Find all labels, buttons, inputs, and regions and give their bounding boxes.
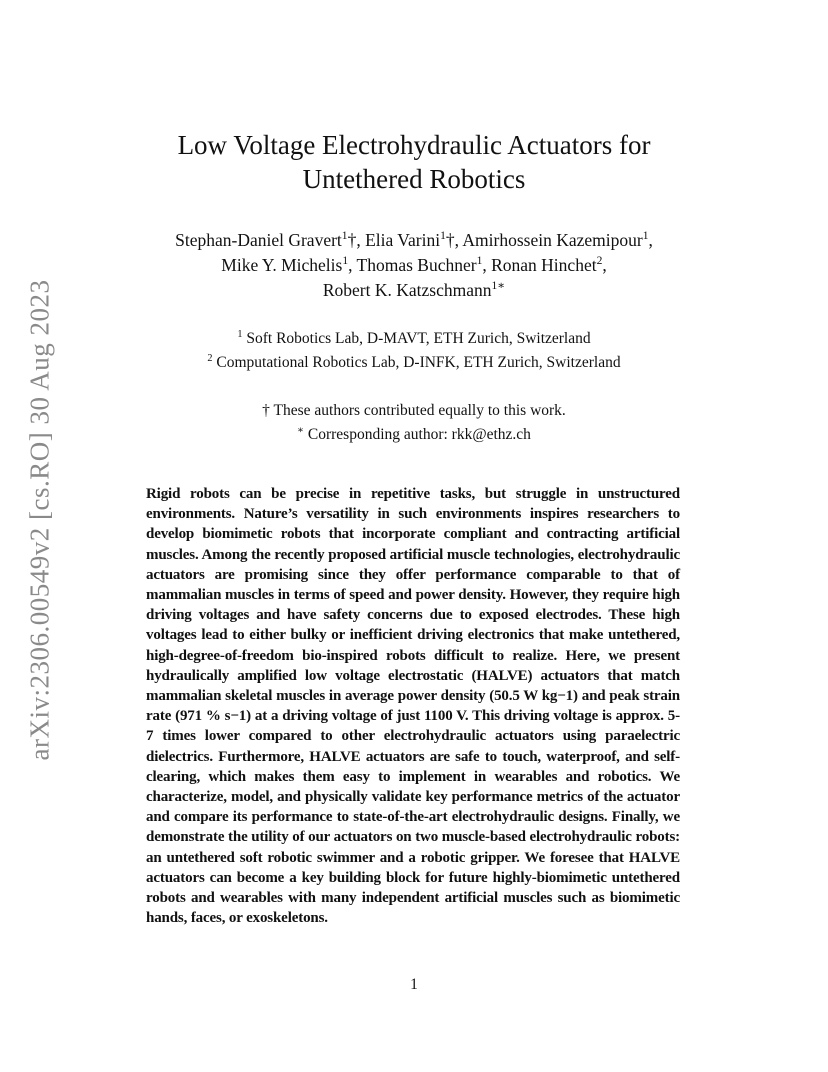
page-number: 1 (410, 976, 418, 993)
equal-contribution-note: † These authors contributed equally to this work. (262, 402, 566, 419)
affiliations (0, 327, 828, 375)
author-name: Ronan Hinchet (491, 255, 597, 275)
affiliation-mark: 1∗ (491, 280, 506, 293)
affiliation-mark: 1 (476, 255, 483, 268)
title-line-1: Low Voltage Electrohydraulic Actuators for (177, 130, 651, 160)
affiliation-mark: 1 (237, 328, 243, 340)
author-name: Robert K. Katzschmann (322, 280, 492, 300)
affiliation-mark: 1 (342, 255, 349, 268)
author-separator: †, (347, 230, 366, 250)
paper-title (0, 128, 828, 196)
author-notes (0, 399, 828, 447)
author-separator: , (348, 255, 357, 275)
corresponding-author-note (0, 423, 828, 447)
affiliation-mark: 1 (642, 230, 649, 243)
abstract: Rigid robots can be precise in repetitive tasks, but struggle in unstructured environments. Nature’s versatility in such environments inspires researchers to develop biomimetic robots that incorporate compliant and contracting artificial muscles. Among the recently proposed artificial muscle technologies, electrohydraulic actuators are promising since they offer performance comparable to that of mammalian muscles in terms of speed and power density. However, they require high driving voltages and have safety concerns due to exposed electrodes. These high voltages lead to either bulky or inefficient driving electronics that make untethered, high-degree-of-freedom bio-inspired robots difficult to realize. Here, we present hydraulically amplified low voltage electrostatic (HALVE) actuators that match mammalian skeletal muscles in average power density (50.5 W kg−1) and peak strain rate (971 % s−1) at a driving voltage of just 1100 V. This driving voltage is approx. 5-7 times lower compared to other electrohydraulic actuators using paraelectric dielectrics. Furthermore, HALVE actuators are safe to touch, waterproof, and self-clearing, which makes them easy to implement in wearables and robotics. We characterize, model, and physically validate key performance metrics of the actuator and compare its performance to state-of-the-art electrohydraulic designs. Finally, we demonstrate the utility of our actuators on two muscle-based electrohydraulic robots: an untethered soft robotic swimmer and a robotic gripper. We foresee that HALVE actuators can become a key building block for future highly-biomimetic untethered robots and wearables with many independent artificial muscles such as biomimetic hands, faces, or exoskeletons. (146, 486, 680, 927)
author-name: Thomas Buchner (356, 255, 477, 275)
author-name: Elia Varini (365, 230, 441, 250)
author-list (0, 228, 828, 303)
title-line-2: Untethered Robotics (302, 164, 526, 194)
affiliation-mark: 1 (341, 230, 348, 243)
author-name: Amirhossein Kazemipour (462, 230, 643, 250)
corresponding-author-text: Corresponding author: rkk@ethz.ch (304, 426, 531, 443)
author-separator: , (602, 255, 607, 275)
author-separator: , (648, 230, 653, 250)
affiliation-1 (0, 327, 828, 351)
author-separator: , (482, 255, 492, 275)
affiliation-text: Computational Robotics Lab, D-INFK, ETH Zurich, Switzerland (212, 354, 621, 371)
affiliation-text: Soft Robotics Lab, D-MAVT, ETH Zurich, Switzerland (242, 330, 591, 347)
arxiv-identifier-stamp: arXiv:2306.00549v2 [cs.RO] 30 Aug 2023 (24, 279, 55, 761)
author-name: Mike Y. Michelis (221, 255, 343, 275)
affiliation-mark: 2 (207, 352, 213, 364)
affiliation-2 (0, 351, 828, 375)
corresponding-mark: ∗ (297, 424, 305, 436)
affiliation-mark: 1 (440, 230, 446, 243)
author-separator: †, (445, 230, 463, 250)
affiliation-mark: 2 (596, 255, 603, 268)
author-name: Stephan-Daniel Gravert (175, 230, 342, 250)
